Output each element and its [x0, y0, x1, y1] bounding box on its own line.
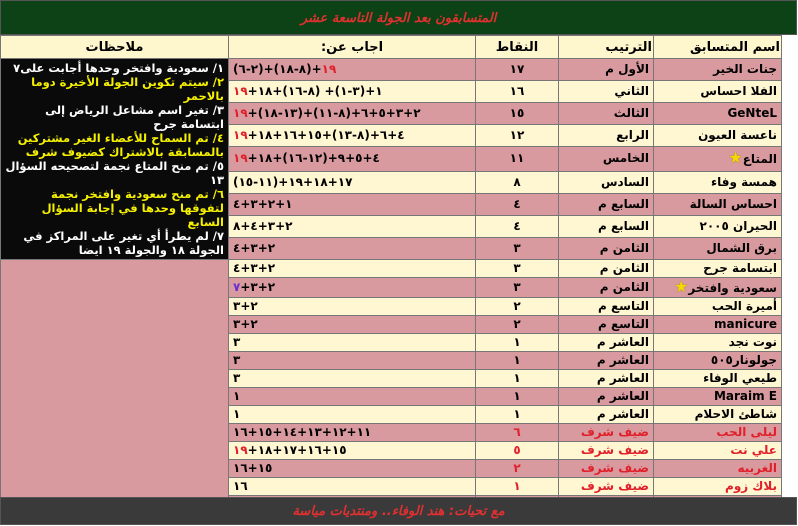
answers-cell	[229, 424, 476, 442]
contestant-name-label: GeNteL	[727, 106, 777, 121]
answers-latest-round: ١٩	[321, 62, 337, 77]
answers-text: ١+٢+٣+٤	[233, 196, 293, 211]
answers-text: ٢+٣+	[240, 280, 276, 294]
answers-text: ٣	[233, 371, 241, 385]
contestant-name-label: جولونار٥٠٥	[710, 353, 777, 367]
note-item: ٤/ تم السماح للأعضاء الغير مشتركين بالمسابقة بالاشتراك كضيوف شرف	[17, 131, 224, 159]
contestant-name	[654, 81, 782, 103]
contestant-name	[654, 442, 782, 460]
header-notes: ملاحظات	[1, 36, 229, 59]
standings-table	[0, 35, 782, 514]
answers-text: ١	[233, 407, 241, 421]
rank-cell: ضيف شرف	[559, 424, 654, 442]
points-cell: ٣	[476, 260, 559, 278]
contestant-name-label: ناعسة العيون	[698, 128, 777, 143]
contestant-name	[654, 370, 782, 388]
answers-cell	[229, 103, 476, 125]
rank-cell: التاسع م	[559, 316, 654, 334]
answers-text: (٢-٦)+(٨-١٨)+	[233, 62, 322, 77]
answers-cell	[229, 193, 476, 215]
note-item: ٥/ تم منح المتاع نجمة لتصحيحه السؤال ١٣	[5, 159, 224, 187]
contestant-name-label: برق الشمال	[706, 240, 777, 255]
answers-cell	[229, 278, 476, 298]
table-row	[1, 260, 782, 278]
points-cell: ٤	[476, 193, 559, 215]
answers-latest-round: ١٩	[233, 128, 248, 143]
rank-cell: الرابع	[559, 125, 654, 147]
contestant-name-label: ابتسامة جرح	[703, 261, 777, 275]
answers-latest-round: ١٩	[233, 443, 248, 457]
contestant-name	[654, 103, 782, 125]
answers-cell	[229, 334, 476, 352]
answers-cell	[229, 460, 476, 478]
points-cell: ١	[476, 388, 559, 406]
contestant-name	[654, 334, 782, 352]
points-cell: ١	[476, 334, 559, 352]
points-cell: ٢	[476, 316, 559, 334]
notes-panel	[1, 59, 229, 260]
rank-cell: ضيف شرف	[559, 442, 654, 460]
rank-cell: الثالث	[559, 103, 654, 125]
points-cell: ٥	[476, 442, 559, 460]
rank-cell: العاشر م	[559, 406, 654, 424]
rank-cell: الثامن م	[559, 260, 654, 278]
contestant-name	[654, 125, 782, 147]
contestant-name-label: manicure	[714, 317, 777, 331]
rank-cell: الخامس	[559, 147, 654, 172]
points-cell: ١	[476, 352, 559, 370]
answers-text: ٢+٣	[233, 317, 258, 331]
contestant-name	[654, 147, 782, 172]
answers-cell	[229, 406, 476, 424]
contestant-name-label: الفلا احساس	[700, 84, 777, 99]
points-cell: ١٧	[476, 59, 559, 81]
points-cell: ٢	[476, 298, 559, 316]
contestant-name-label: نوت نجد	[728, 335, 777, 349]
rank-cell: ضيف شرف	[559, 460, 654, 478]
answers-text: ٢+٣	[233, 299, 258, 313]
answers-text: ١+(٣-١)+ (٨-١٦)+١٨+	[247, 84, 383, 99]
contestant-name	[654, 215, 782, 237]
contestant-name-label: الغربيه	[737, 461, 777, 475]
points-cell: ١١	[476, 147, 559, 172]
answers-cell	[229, 298, 476, 316]
contestant-name	[654, 460, 782, 478]
answers-text: ١٥+١٦+١٧+١٨+	[247, 443, 347, 457]
answers-text: ١١+١٢+١٣+١٤+١٥+١٦	[233, 425, 372, 439]
answers-text: ١٥+١٦	[233, 461, 273, 475]
answers-cell	[229, 215, 476, 237]
star-icon: ★	[673, 277, 689, 296]
contestant-name-label: احساس السالة	[689, 196, 777, 211]
points-cell: ٣	[476, 278, 559, 298]
answers-text: ١	[233, 389, 241, 403]
note-item: ٢/ سيتم تكوين الجولة الأخيرة دوما بالاحمر	[31, 75, 224, 103]
answers-latest-round: ١٩	[233, 151, 248, 166]
contestant-name-label: علي نت	[730, 443, 777, 457]
header-row	[1, 36, 782, 59]
rank-cell: ضيف شرف	[559, 478, 654, 496]
note-item: ٦/ تم منح سعودية وافتخر نجمة لتفوقها وحدها في إجابة السؤال السابع	[41, 187, 224, 229]
contestant-name	[654, 171, 782, 193]
answers-text: ٣	[233, 353, 241, 367]
answers-cell	[229, 171, 476, 193]
contestant-name-label: بلاك زوم	[725, 479, 777, 493]
answers-cell	[229, 147, 476, 172]
points-cell: ٤	[476, 215, 559, 237]
contestant-name-label: ليلى الحب	[716, 425, 777, 439]
answers-latest-round: ١٩	[233, 106, 248, 121]
answers-cell	[229, 352, 476, 370]
contestant-name	[654, 406, 782, 424]
answers-cell	[229, 81, 476, 103]
contestant-name	[654, 352, 782, 370]
contestant-name	[654, 298, 782, 316]
answers-text: ٢+٣+٤	[233, 261, 276, 275]
answers-text: (١١-١٥)+١٧+١٨+١٩	[233, 174, 353, 189]
answers-text: ٢+٣+٤+٨	[233, 218, 293, 233]
points-cell: ٦	[476, 424, 559, 442]
header-name: اسم المتسابق	[654, 36, 782, 59]
answers-text: ١٦	[233, 479, 248, 493]
header-points: النقاط	[476, 36, 559, 59]
rank-cell: التاسع م	[559, 298, 654, 316]
bottom-banner: مع تحيات: هند الوفاء.. ومنتديات مياسة	[0, 497, 797, 525]
points-cell: ١٦	[476, 81, 559, 103]
contestant-name-label: شاطئ الاحلام	[694, 407, 777, 421]
contestant-name	[654, 237, 782, 259]
contestant-name-label: Maraim E	[713, 389, 777, 403]
points-cell: ١	[476, 406, 559, 424]
points-cell: ١٢	[476, 125, 559, 147]
points-cell: ٢	[476, 460, 559, 478]
answers-cell	[229, 388, 476, 406]
contestant-name-label: همسة وفاء	[711, 174, 777, 189]
contestant-name-label: طيعي الوفاء	[703, 371, 777, 385]
points-cell: ١٥	[476, 103, 559, 125]
note-item: ١/ سعودية وافتخر وحدها أجابت على٧	[13, 61, 224, 75]
answers-highlight: ٧	[233, 280, 241, 294]
contestant-name	[654, 260, 782, 278]
contestant-name	[654, 316, 782, 334]
answers-cell	[229, 260, 476, 278]
rank-cell: الثاني	[559, 81, 654, 103]
note-item: ٧/ لم يطرأ أي تغير على المراكز في الجولة ١٨ والجولة ١٩ ايضا	[23, 229, 224, 257]
rank-cell: الثامن م	[559, 278, 654, 298]
rank-cell: الثامن م	[559, 237, 654, 259]
star-icon: ★	[728, 148, 743, 168]
contestant-name	[654, 424, 782, 442]
contestant-name-label: سعودية وافتخر	[688, 281, 777, 295]
answers-cell	[229, 125, 476, 147]
answers-cell	[229, 237, 476, 259]
answers-cell	[229, 478, 476, 496]
contestant-name	[654, 193, 782, 215]
answers-cell	[229, 370, 476, 388]
points-cell: ١	[476, 478, 559, 496]
points-cell: ٨	[476, 171, 559, 193]
header-answered: اجاب عن:	[229, 36, 476, 59]
rank-cell: العاشر م	[559, 370, 654, 388]
answers-text: ٣	[233, 335, 241, 349]
answers-text: ٤+٥+٩+(١٢-١٦)+١٨+	[247, 151, 380, 166]
rank-cell: السادس	[559, 171, 654, 193]
answers-text: ٢+٣+٥+٦+(٨-١١)+(١٣-١٨)+	[247, 106, 421, 121]
points-cell: ١	[476, 370, 559, 388]
notes-filler	[1, 260, 229, 514]
rank-cell: السابع م	[559, 193, 654, 215]
contestant-name-label: جنات الخير	[713, 62, 777, 77]
contestant-name-label: المتاع	[742, 152, 777, 167]
answers-cell	[229, 59, 476, 81]
note-item: ٣/ تغير اسم مشاعل الرياض إلى ابتسامة جرح	[45, 103, 224, 131]
answers-cell	[229, 316, 476, 334]
answers-text: ٤+٦+(٨-١٣)+١٥+١٦+١٨+	[247, 128, 405, 143]
contestant-name	[654, 388, 782, 406]
rank-cell: السابع م	[559, 215, 654, 237]
contestant-name-label: أميرة الحب	[711, 299, 777, 313]
table-body	[1, 59, 782, 514]
contestant-name	[654, 59, 782, 81]
header-rank: الترتيب	[559, 36, 654, 59]
rank-cell: العاشر م	[559, 334, 654, 352]
answers-text: ٢+٣+٤	[233, 240, 276, 255]
contestant-name	[654, 478, 782, 496]
contestant-name-label: الحيران ٢٠٠٥	[699, 218, 777, 233]
answers-latest-round: ١٩	[233, 84, 248, 99]
rank-cell: العاشر م	[559, 352, 654, 370]
answers-cell	[229, 442, 476, 460]
rank-cell: العاشر م	[559, 388, 654, 406]
table-row	[1, 59, 782, 81]
contestant-name	[654, 278, 782, 298]
points-cell: ٣	[476, 237, 559, 259]
rank-cell: الأول م	[559, 59, 654, 81]
top-banner: المتسابقون بعد الجولة التاسعة عشر	[0, 0, 797, 35]
